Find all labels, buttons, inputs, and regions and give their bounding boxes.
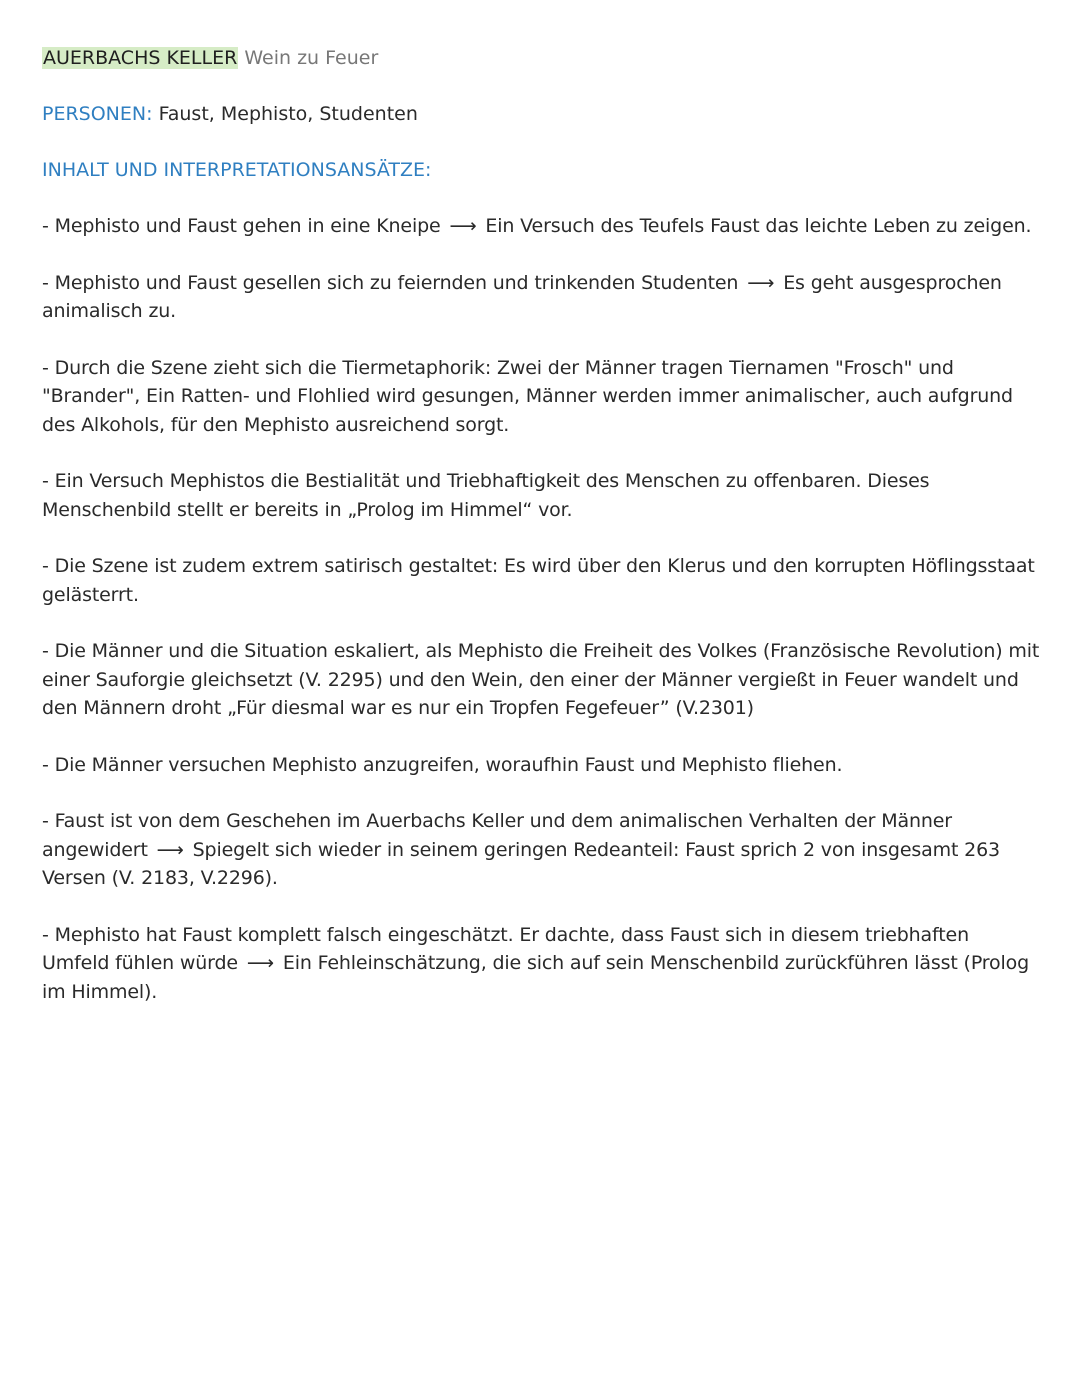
bullet-8-before: - Faust ist von dem Geschehen im Auerbachs Keller und dem animalischen Verhalten der Männer angewidert	[42, 810, 952, 861]
bullet-7: - Die Männer versuchen Mephisto anzugreifen, woraufhin Faust und Mephisto fliehen.	[42, 753, 843, 776]
persons-line	[42, 100, 1042, 128]
bullet-1	[42, 212, 1042, 241]
document-page	[42, 44, 1042, 1034]
bullet-8	[42, 807, 1042, 893]
bullet-2-after: Es geht ausgesprochen animalisch zu.	[42, 271, 1002, 322]
bullet-9	[42, 921, 1042, 1007]
arrow-icon: ⟶	[449, 215, 477, 237]
content-heading: INHALT UND INTERPRETATIONSANSÄTZE:	[42, 159, 432, 181]
bullet-8-after: Spiegelt sich wieder in seinem geringen Redeanteil: Faust sprich 2 von insgesamt 263 Versen (V. 2183, V.2296).	[42, 838, 1000, 889]
bullet-4: - Ein Versuch Mephistos die Bestialität und Triebhaftigkeit des Menschen zu offenbaren. Dieses Menschenbild stellt er bereits in „Prolog im Himmel“ vor.	[42, 470, 930, 521]
bullet-1-before: - Mephisto und Faust gehen in eine Kneipe	[42, 215, 441, 237]
document-title-line	[42, 44, 1042, 72]
persons-value: Faust, Mephisto, Studenten	[158, 103, 418, 125]
arrow-icon: ⟶	[747, 271, 775, 294]
arrow-icon: ⟶	[246, 952, 274, 974]
persons-label: PERSONEN:	[42, 103, 153, 125]
document-subtitle: Wein zu Feuer	[244, 47, 379, 69]
bullet-2-before: - Mephisto und Faust gesellen sich zu feiernden und trinkenden Studenten	[42, 271, 739, 294]
bullet-1-after: Ein Versuch des Teufels Faust das leichte Leben zu zeigen.	[485, 215, 1032, 237]
bullet-5: - Die Szene ist zudem extrem satirisch gestaltet: Es wird über den Klerus und den korrupten Höflingsstaat gelästerrt.	[42, 555, 1035, 606]
bullet-3: - Durch die Szene zieht sich die Tiermetaphorik: Zwei der Männer tragen Tiernamen "Frosch" und "Brander", Ein Ratten- und Flohlied wird gesungen, Männer werden immer animalischer, auch aufgrund des Alkohols, für den Mephisto ausreichend sorgt.	[42, 356, 1013, 436]
bullet-9-before: - Mephisto hat Faust komplett falsch eingeschätzt. Er dachte, dass Faust sich in diesem triebhaften Umfeld fühlen würde	[42, 923, 969, 974]
document-title: AUERBACHS KELLER	[43, 47, 238, 69]
bullet-2	[42, 269, 1042, 326]
bullet-9-after: Ein Fehleinschätzung, die sich auf sein Menschenbild zurückführen lässt (Prolog im Himmel).	[42, 952, 1030, 1003]
arrow-icon: ⟶	[156, 838, 184, 861]
bullet-6: - Die Männer und die Situation eskaliert, als Mephisto die Freiheit des Volkes (Französische Revolution) mit einer Sauforgie gleichsetzt (V. 2295) und den Wein, den einer der Männer vergießt in Feuer wandelt und den Männern droht „Für diesmal war es nur ein Tropfen Fegefeuer” (V.2301)	[42, 640, 1040, 719]
